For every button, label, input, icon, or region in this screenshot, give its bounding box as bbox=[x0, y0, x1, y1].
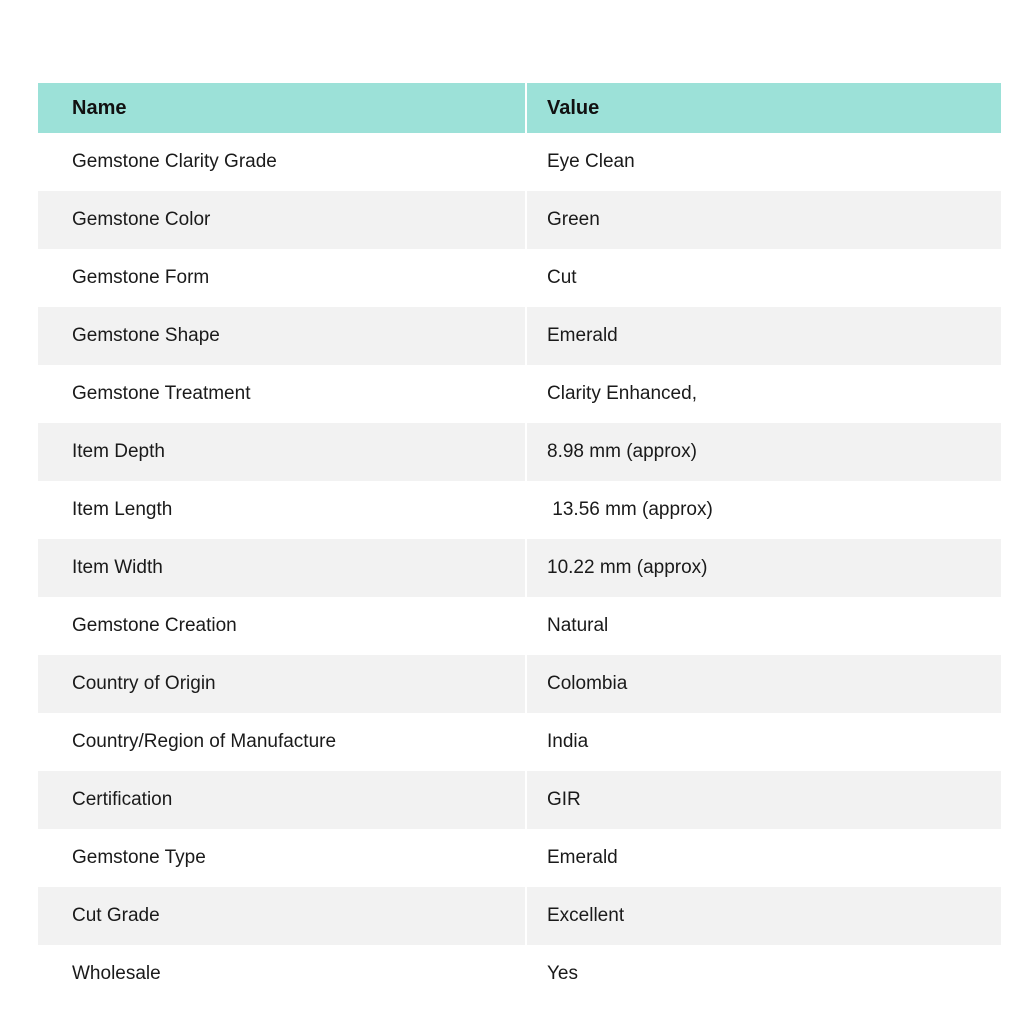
column-header-name: Name bbox=[38, 83, 525, 133]
table-row bbox=[38, 423, 1001, 481]
spec-value: Yes bbox=[525, 945, 1001, 1003]
table-row bbox=[38, 713, 1001, 771]
spec-name: Gemstone Creation bbox=[38, 597, 525, 655]
table-header-row bbox=[38, 83, 1001, 133]
spec-value: India bbox=[525, 713, 1001, 771]
spec-value: GIR bbox=[525, 771, 1001, 829]
table-row bbox=[38, 655, 1001, 713]
spec-name: Country of Origin bbox=[38, 655, 525, 713]
table-row bbox=[38, 597, 1001, 655]
spec-value: Emerald bbox=[525, 829, 1001, 887]
spec-name: Gemstone Color bbox=[38, 191, 525, 249]
table-row bbox=[38, 829, 1001, 887]
spec-name: Item Depth bbox=[38, 423, 525, 481]
spec-name: Item Width bbox=[38, 539, 525, 597]
spec-name: Country/Region of Manufacture bbox=[38, 713, 525, 771]
table-row bbox=[38, 887, 1001, 945]
table-row bbox=[38, 307, 1001, 365]
spec-name: Gemstone Shape bbox=[38, 307, 525, 365]
table-row bbox=[38, 539, 1001, 597]
column-header-value: Value bbox=[525, 83, 1001, 133]
spec-name: Gemstone Clarity Grade bbox=[38, 133, 525, 191]
spec-name: Cut Grade bbox=[38, 887, 525, 945]
spec-name: Gemstone Form bbox=[38, 249, 525, 307]
spec-name: Wholesale bbox=[38, 945, 525, 1003]
spec-value: Emerald bbox=[525, 307, 1001, 365]
spec-value: Cut bbox=[525, 249, 1001, 307]
spec-value: 13.56 mm (approx) bbox=[525, 481, 1001, 539]
spec-value: 10.22 mm (approx) bbox=[525, 539, 1001, 597]
spec-value: 8.98 mm (approx) bbox=[525, 423, 1001, 481]
spec-value: Eye Clean bbox=[525, 133, 1001, 191]
spec-value: Colombia bbox=[525, 655, 1001, 713]
table-row bbox=[38, 771, 1001, 829]
table-row bbox=[38, 249, 1001, 307]
table-row bbox=[38, 191, 1001, 249]
item-specifics-table bbox=[38, 83, 1001, 1003]
table-row bbox=[38, 945, 1001, 1003]
spec-name: Item Length bbox=[38, 481, 525, 539]
spec-value: Excellent bbox=[525, 887, 1001, 945]
spec-value: Natural bbox=[525, 597, 1001, 655]
spec-name: Gemstone Treatment bbox=[38, 365, 525, 423]
spec-name: Gemstone Type bbox=[38, 829, 525, 887]
spec-value: Green bbox=[525, 191, 1001, 249]
table-row bbox=[38, 481, 1001, 539]
table-row bbox=[38, 133, 1001, 191]
spec-value: Clarity Enhanced, bbox=[525, 365, 1001, 423]
spec-name: Certification bbox=[38, 771, 525, 829]
table-row bbox=[38, 365, 1001, 423]
